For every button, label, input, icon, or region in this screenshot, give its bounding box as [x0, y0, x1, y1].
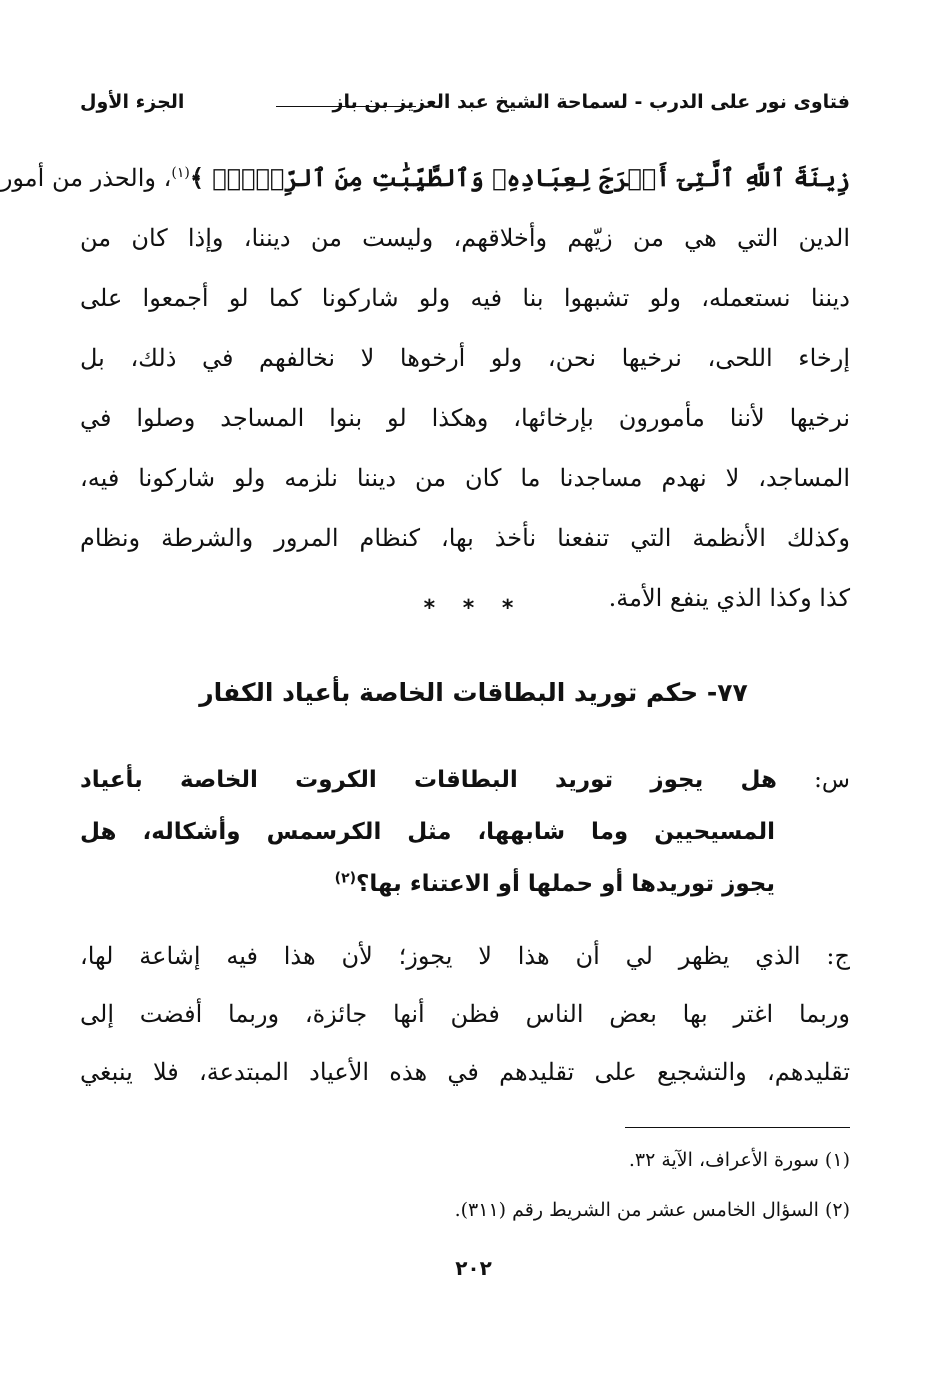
- question-text: يجوز توريدها أو حملها أو الاعتناء بها؟: [356, 871, 775, 897]
- header-part-label: الجزء الأول: [80, 91, 185, 113]
- question-line: المسيحيين وما شابهها، مثل الكرسمس وأشكاله، هل: [80, 819, 775, 845]
- running-header: [80, 84, 850, 124]
- paragraph-line: نرخيها لأننا مأمورون بإرخائها، وهكذا لو بنوا المساجد وصلوا في: [80, 404, 850, 432]
- answer-line: وربما اغتر بها بعض الناس فظن أنها جائزة، وربما أفضت إلى: [80, 1000, 850, 1028]
- answer-line: تقليدهم، والتشجيع على تقليدهم في هذه الأعياد المبتدعة، فلا ينبغي: [80, 1058, 850, 1086]
- footnote-2: (٢) السؤال الخامس عشر من الشريط رقم (٣١١).: [454, 1199, 850, 1221]
- question-text: هل يجوز توريد البطاقات الكروت الخاصة بأعياد: [80, 767, 777, 793]
- page-number: ٢٠٢: [455, 1256, 492, 1280]
- paragraph-line: [0, 150, 850, 210]
- footnote-ref-1: (١): [171, 165, 190, 181]
- paragraph-line-text: ، والحذر من أمور: [0, 164, 172, 192]
- paragraph-line: كذا وكذا الذي ينفع الأمة.: [608, 584, 850, 612]
- section-heading: ٧٧- حكم توريد البطاقات الخاصة بأعياد الكفار: [199, 678, 748, 707]
- header-rule: [276, 106, 416, 107]
- quran-verse: زِينَةَ ٱللَّهِ ٱلَّتِىٓ أَخۡرَجَ لِعِبَادِهِۦ وَٱلطَّيِّبَٰتِ مِنَ ٱلرِّزۡقِۚ ﴾: [189, 163, 850, 192]
- paragraph-1: [0, 150, 850, 630]
- header-title: فتاوى نور على الدرب - لسماحة الشيخ عبد العزيز بن باز: [332, 91, 850, 113]
- paragraph-line: ديننا نستعمله، ولو تشبهوا بنا فيه ولو شاركونا كما لو أجمعوا على: [80, 284, 850, 312]
- footnote-1: (١) سورة الأعراف، الآية ٣٢.: [628, 1149, 850, 1171]
- footnote-rule: [625, 1127, 850, 1128]
- footnotes: [80, 1136, 850, 1236]
- paragraph-line: المساجد، لا نهدم مساجدنا ما كان من ديننا نلزمه ولو شاركونا فيه،: [80, 464, 850, 492]
- question-block: [80, 754, 850, 910]
- paragraph-line: الدين التي هي من زيّهم وأخلاقهم، وليست من ديننا، وإذا كان من: [80, 224, 850, 252]
- footnote-ref-2: (٢): [334, 870, 357, 887]
- question-line: [80, 754, 850, 806]
- answer-block: [80, 928, 850, 1102]
- paragraph-line: إرخاء اللحى، نرخيها نحن، ولو أرخوها لا نخالفهم في ذلك، بل: [80, 344, 850, 372]
- question-marker: س:: [814, 767, 850, 793]
- section-separator: * * *: [423, 596, 524, 621]
- answer-line: ج: الذي يظهر لي أن هذا لا يجوز؛ لأن هذا فيه إشاعة لها،: [80, 942, 850, 970]
- paragraph-line: وكذلك الأنظمة التي تنفعنا نأخذ بها، كنظام المرور والشرطة ونظام: [80, 524, 850, 552]
- question-line: [80, 858, 850, 910]
